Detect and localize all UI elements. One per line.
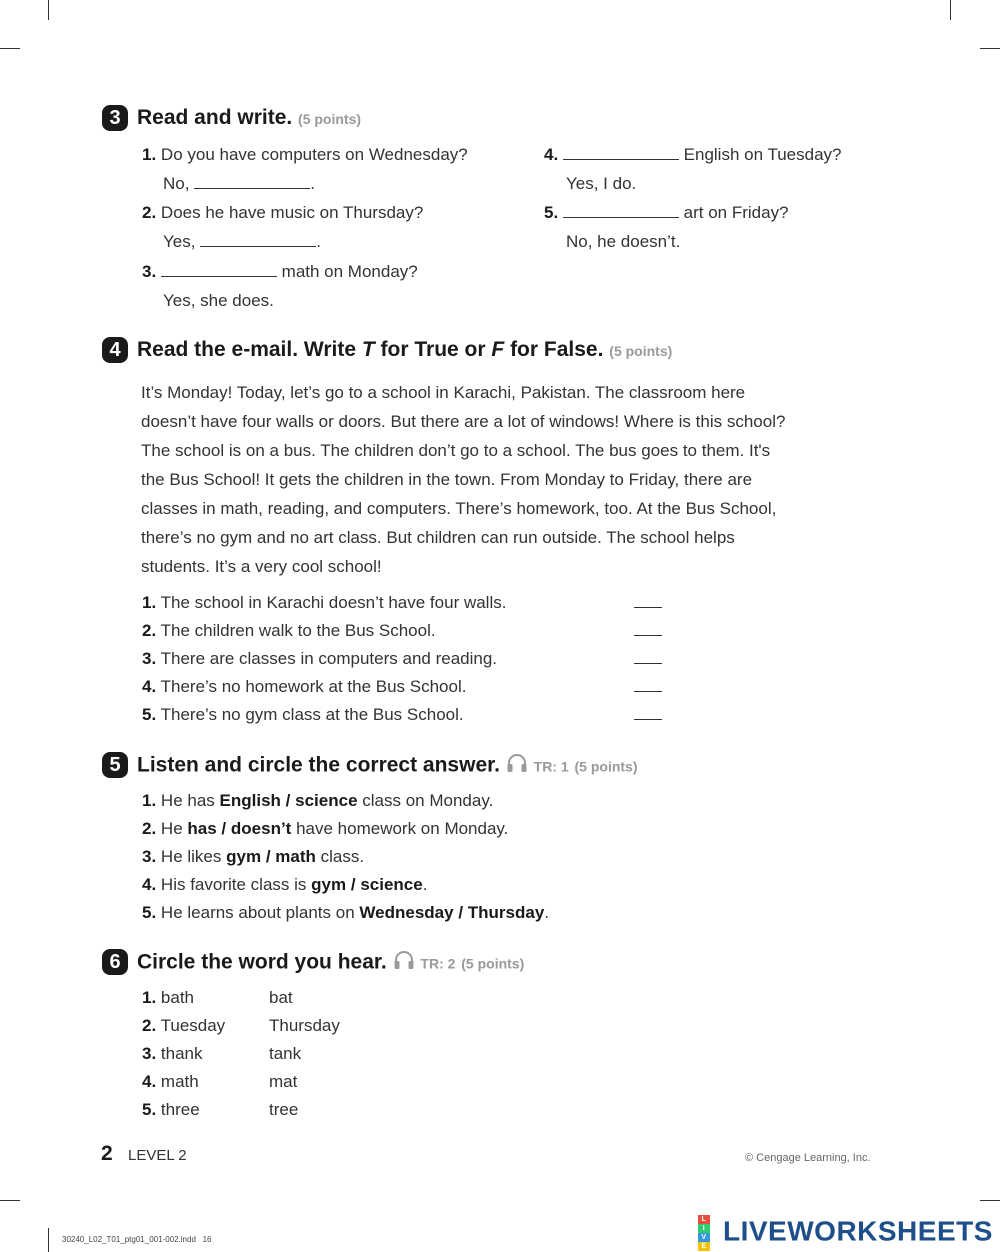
tf-answer-blank[interactable] [634,719,662,720]
s5-item-5: 5. He learns about plants on Wednesday / Thursday. [142,903,550,922]
page-number: 2 [101,1142,113,1165]
choice-b[interactable]: doesn’t [230,819,292,838]
s3-item-2: 2. Does he have music on Thursday? [142,203,424,222]
file-slug: 30240_L02_T01_ptg01_001-002.indd 16 [62,1235,212,1244]
headphones-icon[interactable] [393,950,415,976]
choice-a[interactable]: gym [226,847,262,866]
section-3-points: (5 points) [298,111,362,127]
tf-statement-3: 3. There are classes in computers and reading. [142,649,498,668]
answer-blank[interactable] [161,262,277,277]
choice-b[interactable]: science [295,791,358,810]
word-choice-a[interactable]: three [160,1100,200,1119]
s3-item-2-answer: Yes, . [163,232,321,251]
s3-item-3-answer: Yes, she does. [163,291,274,310]
word-choice-b[interactable]: tree [269,1100,299,1119]
section-4-points: (5 points) [609,343,673,359]
choice-a[interactable]: English [219,791,281,810]
word-choice-b[interactable]: Thursday [269,1016,340,1035]
word-choice-b[interactable]: tank [269,1044,302,1063]
crop-mark [48,0,49,20]
crop-mark [0,48,20,49]
s3-item-4-answer: Yes, I do. [566,174,637,193]
crop-mark [0,1200,20,1201]
brand-text: LIVEWORKSHEETS [723,1215,993,1247]
word-choice-a[interactable]: Tuesday [160,1016,226,1035]
choice-b[interactable]: math [275,847,316,866]
s6-item-3: 3. thank [142,1044,203,1063]
word-choice-b[interactable]: mat [269,1072,298,1091]
tf-statement-5: 5. There’s no gym class at the Bus School. [142,705,464,724]
tf-answer-blank[interactable] [634,691,662,692]
track-label: TR: 1 [533,758,569,775]
section-3-title-text: Read and write. [137,106,293,129]
choice-a[interactable]: gym [311,875,347,894]
choice-b[interactable]: science [360,875,423,894]
choice-a[interactable]: has [187,819,217,838]
crop-mark [950,0,951,20]
liveworksheets-logo-icon: L I V E [698,1215,720,1251]
s3-item-4: 4. English on Tuesday? [544,145,842,164]
s3-item-5-answer: No, he doesn’t. [566,232,681,251]
tf-answer-blank[interactable] [634,635,662,636]
s5-item-1: 1. He has English / science class on Monday. [142,791,494,810]
crop-mark [980,1200,1000,1201]
email-paragraph: It’s Monday! Today, let’s go to a school in Karachi, Pakistan. The classroom here doesn’t have four walls or doors. But there are a lot of windows! Where is this school? The school is on a bus. The children don’t go to a school. The bus goes to them. It's the Bus School! It gets the children in the town. From Monday to Friday, there are classes in math, reading, and computers. There’s homework, too. At the Bus School, there’s no gym and no art class. But children can run outside. The school helps students. It’s a very cool school! [141,383,786,576]
headphones-icon[interactable] [506,753,528,779]
section-3-title [137,106,361,130]
crop-mark [980,48,1000,49]
section-5-number: 5 [102,752,128,778]
answer-blank[interactable] [194,174,310,189]
word-choice-a[interactable]: math [160,1072,199,1091]
word-choice-a[interactable]: thank [160,1044,203,1063]
tf-statement-2: 2. The children walk to the Bus School. [142,621,436,640]
s6-item-5: 5. three [142,1100,200,1119]
s3-item-3: 3. math on Monday? [142,262,418,281]
section-5-points: (5 points) [574,758,638,775]
section-4-number: 4 [102,337,128,363]
word-choice-a[interactable]: bath [160,988,195,1007]
section-6-title: Circle the word you hear. TR: 2 (5 points) [137,950,524,976]
s6-item-1: 1. bath [142,988,195,1007]
choice-a[interactable]: Wednesday [359,903,454,922]
s3-item-1-answer: No, . [163,174,315,193]
tf-answer-blank[interactable] [634,607,662,608]
section-6-points: (5 points) [461,955,525,972]
tf-statement-4: 4. There’s no homework at the Bus School. [142,677,467,696]
section-5-title: Listen and circle the correct answer. TR: 1 (5 points) [137,753,638,779]
copyright: © Cengage Learning, Inc. [745,1152,871,1164]
liveworksheets-brand[interactable] [698,1215,993,1251]
s6-item-4: 4. math [142,1072,199,1091]
s3-item-5: 5. art on Friday? [544,203,789,222]
tf-statement-1: 1. The school in Karachi doesn’t have four walls. [142,593,507,612]
answer-blank[interactable] [563,203,679,218]
s6-item-2: 2. Tuesday [142,1016,226,1035]
s5-item-2: 2. He has / doesn’t have homework on Monday. [142,819,509,838]
answer-blank[interactable] [563,145,679,160]
section-3-number: 3 [102,105,128,131]
answer-blank[interactable] [200,232,316,247]
s5-item-4: 4. His favorite class is gym / science. [142,875,428,894]
section-4-title: Read the e-mail. Write T for True or F for False. (5 points) [137,338,673,361]
level-label: LEVEL 2 [128,1147,187,1164]
s5-item-3: 3. He likes gym / math class. [142,847,365,866]
tf-answer-blank[interactable] [634,663,662,664]
section-6-number: 6 [102,949,128,975]
s3-item-1: 1. Do you have computers on Wednesday? [142,145,468,164]
crop-mark [48,1228,49,1252]
word-choice-b[interactable]: bat [269,988,293,1007]
choice-b[interactable]: Thursday [467,903,545,922]
track-label: TR: 2 [420,955,456,972]
